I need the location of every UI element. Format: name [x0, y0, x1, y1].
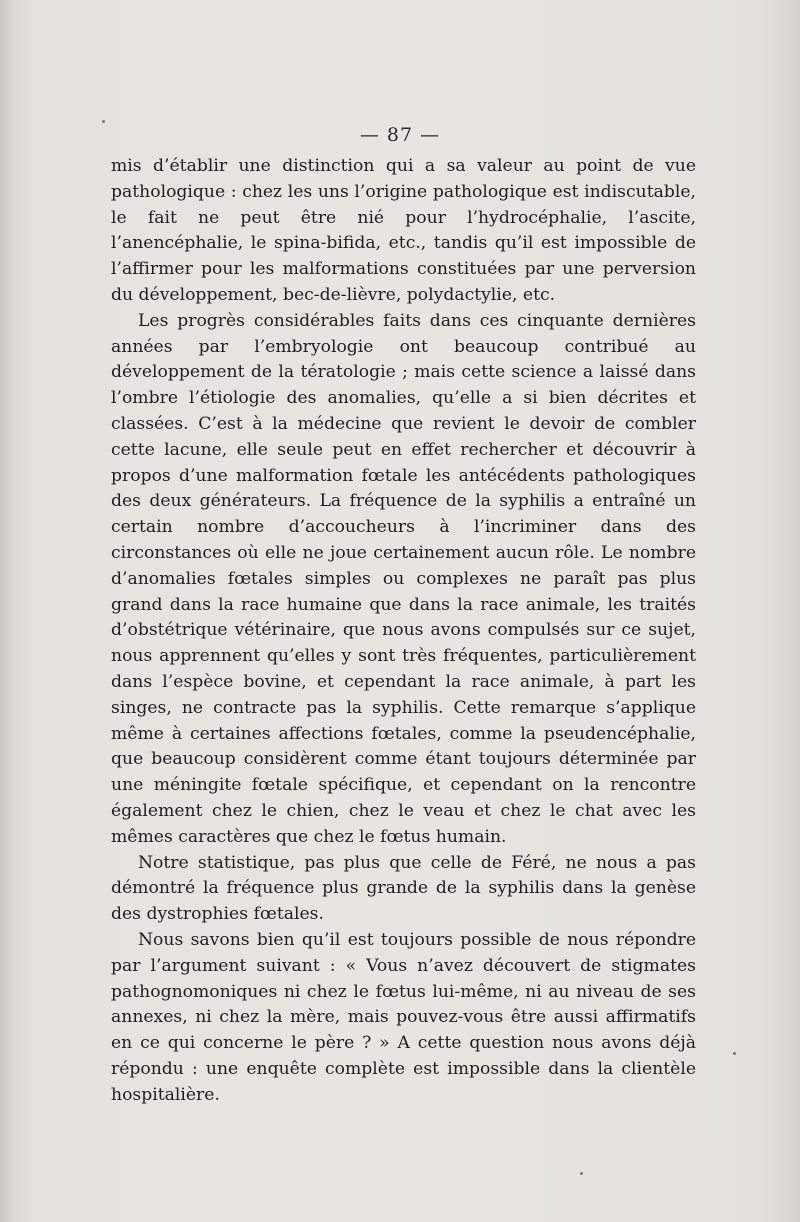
page-edge-shadow [0, 0, 14, 1222]
paper-speck [733, 1052, 736, 1055]
page-number: — 87 — [359, 124, 441, 146]
paragraph-3: Notre statistique, pas plus que celle de Féré, ne nous a pas démontré la fréquence plus grande de la syphilis dans la genèse des dystrophies fœtales. [111, 852, 696, 925]
paper-speck [102, 120, 105, 123]
paper-speck [580, 1172, 583, 1175]
paragraph-2: Les progrès considérables faits dans ces cinquante dernières années par l’embryologie ont beaucoup contribué au développement de la tératologie ; mais cette science a laissé dans l’ombre l’étiologie des anomalies, qu’elle a si bien décrites et classées. C’est à la médecine que revient le devoir de combler cette lacune, elle seule peut en effet rechercher et découvrir à propos d’une malformation fœtale les antécédents pathologiques des deux générateurs. La fréquence de la syphilis a entraîné un certain nombre d’accoucheurs à l’incriminer dans des circonstances où elle ne joue certainement aucun rôle. Le nombre d’anomalies fœtales simples ou complexes ne paraît pas plus grand dans la race humaine que dans la race animale, les traités d’obstétrique vétérinaire, que nous avons compulsés sur ce sujet, nous apprennent qu’elles y sont très fréquentes, particulièrement dans l’espèce bovine, et cependant la race animale, à part les singes, ne contracte pas la syphilis. Cette remarque s’applique même à certaines affections fœtales, comme la pseudencéphalie, que beaucoup considèrent comme étant toujours déterminée par une méningite fœtale spécifique, et cependant on la rencontre également chez le chien, chez le veau et chez le chat avec les mêmes caractères que chez le fœtus humain. [111, 310, 696, 847]
paragraph-1: mis d’établir une distinction qui a sa valeur au point de vue pathologique : chez les uns l’origine pathologique est indiscutable, le fait ne peut être nié pour l’hydrocéphalie, l’ascite, l’anencéphalie, le spina-bifida, etc., tandis qu’il est impossible de l’affirmer pour les malformations constituées par une perversion du développement, bec-de-lièvre, polydactylie, etc. [111, 156, 696, 305]
body-text [111, 154, 696, 1108]
paragraph-4: Nous savons bien qu’il est toujours possible de nous répondre par l’argument suivant : « Vous n’avez découvert de stigmates pathognomoniques ni chez le fœtus lui-même, ni au niveau de ses annexes, ni chez la mère, mais pouvez-vous être aussi affirmatifs en ce qui concerne le père ? » A cette question nous avons déjà répondu : une enquête complète est impossible dans la clientèle hospitalière. [111, 929, 696, 1105]
